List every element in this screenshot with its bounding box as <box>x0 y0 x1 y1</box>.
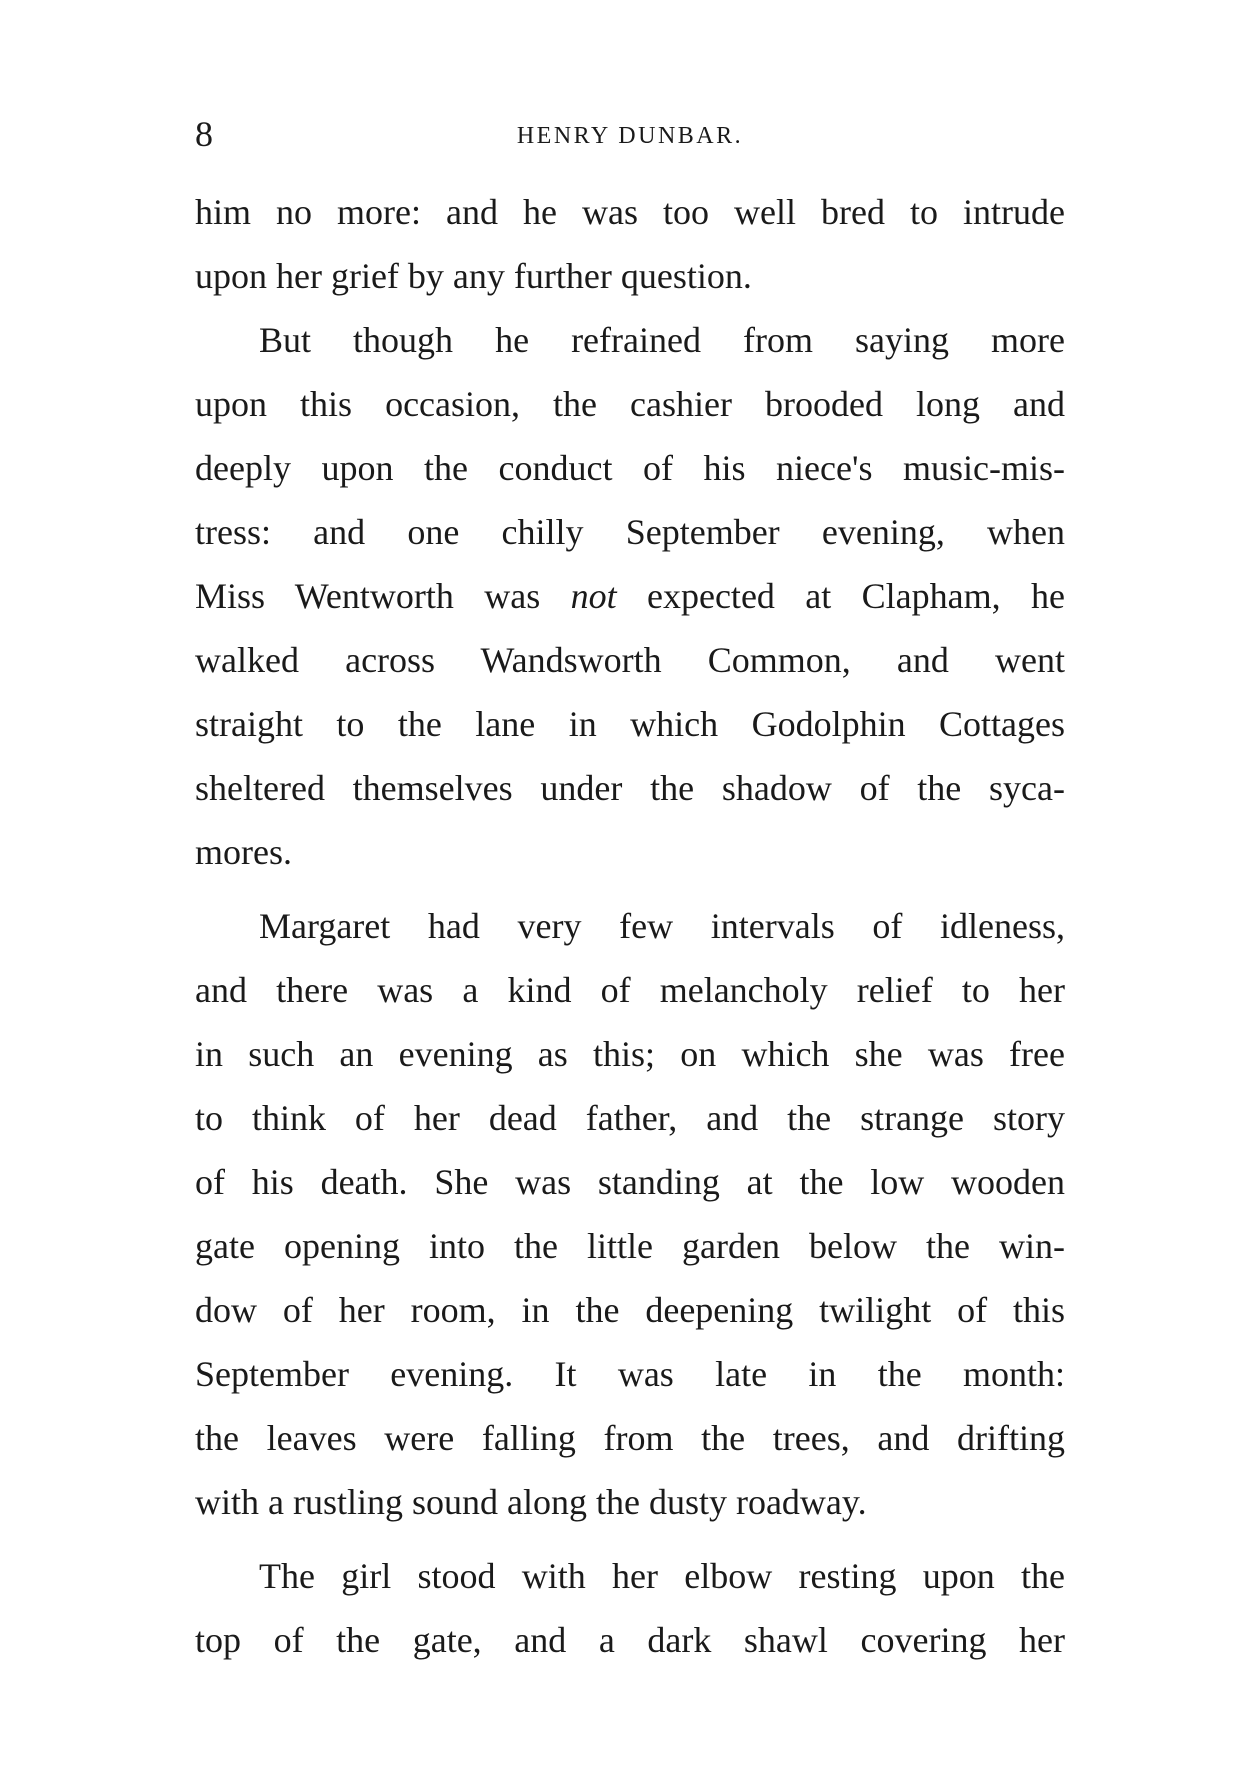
text-line: with a rustling sound along the dusty roadway. <box>195 1482 867 1522</box>
text-line <box>195 564 1065 628</box>
text-line: upon this occasion, the cashier brooded long and <box>195 384 1065 424</box>
text-line: to think of her dead father, and the strange story <box>195 1098 1065 1138</box>
text-line: and there was a kind of melancholy relief to her <box>195 970 1065 1010</box>
text-line: Margaret had very few intervals of idleness, <box>259 906 1065 946</box>
body-text <box>195 180 1065 1672</box>
text-line: him no more: and he was too well bred to intrude <box>195 192 1065 232</box>
page-number: 8 <box>195 114 213 154</box>
text-line: September evening. It was late in the month: <box>195 1354 1065 1394</box>
text-line: sheltered themselves under the shadow of the syca- <box>195 768 1065 808</box>
text-line: gate opening into the little garden below the win- <box>195 1226 1065 1266</box>
text-line: But though he refrained from saying more <box>259 320 1065 360</box>
text-segment: Miss Wentworth was <box>195 576 541 616</box>
text-line: mores. <box>195 832 292 872</box>
text-line: the leaves were falling from the trees, and drifting <box>195 1418 1065 1458</box>
text-line: walked across Wandsworth Common, and went <box>195 640 1065 680</box>
text-line: upon her grief by any further question. <box>195 256 752 296</box>
text-line: tress: and one chilly September evening, when <box>195 512 1065 552</box>
running-head <box>195 112 1065 156</box>
text-line: The girl stood with her elbow resting upon the <box>259 1556 1065 1596</box>
text-segment: expected at Clapham, he <box>647 576 1065 616</box>
italic-emphasis: not <box>570 576 617 616</box>
text-line: straight to the lane in which Godolphin Cottages <box>195 704 1065 744</box>
text-line: top of the gate, and a dark shawl covering her <box>195 1620 1065 1660</box>
text-line: of his death. She was standing at the low wooden <box>195 1162 1065 1202</box>
text-line: in such an evening as this; on which she was free <box>195 1034 1065 1074</box>
text-line: dow of her room, in the deepening twilight of this <box>195 1290 1065 1330</box>
text-line: deeply upon the conduct of his niece's music-mis- <box>195 448 1065 488</box>
book-title: HENRY DUNBAR. <box>516 123 744 149</box>
